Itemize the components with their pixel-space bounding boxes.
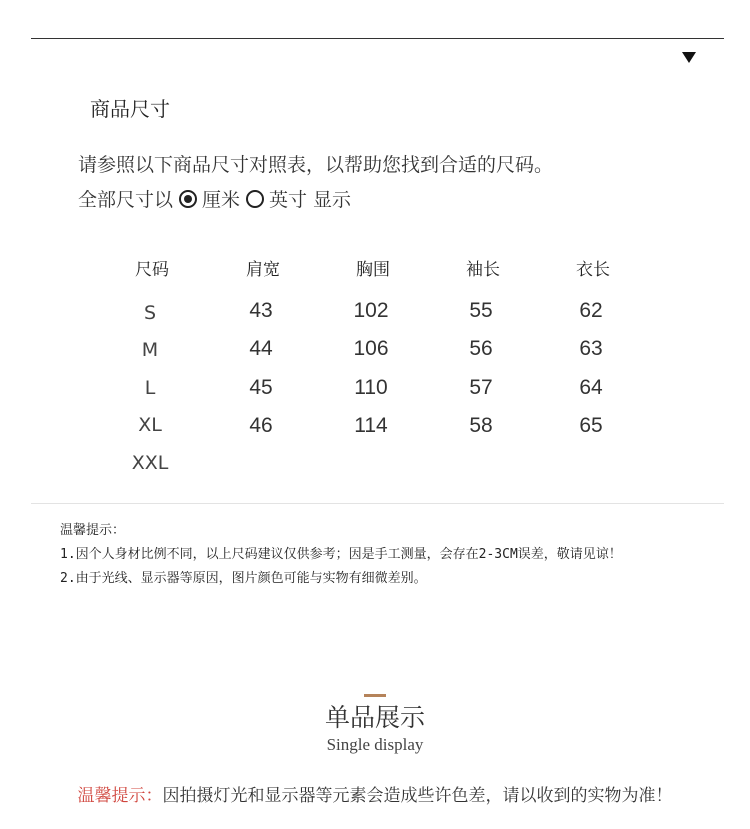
tips-line-2: 2.由于光线、显示器等原因，图片颜色可能与实物有细微差别。 [60,571,427,586]
table-cell: 56 [469,337,493,360]
table-header-shoulder: 肩宽 [246,260,280,280]
unit-selector [78,185,351,212]
table-cell: 43 [249,299,273,322]
unit-prefix: 全部尺寸以 [78,189,174,211]
bottom-note [0,781,750,806]
table-header-chest: 胸围 [356,260,390,280]
table-header-size: 尺码 [135,260,169,280]
bottom-note-label: 温馨提示： [77,786,163,806]
table-row-size: L [144,377,156,399]
table-row-size: M [141,339,159,361]
table-cell: 102 [353,299,389,322]
table-cell: 62 [579,299,603,322]
tips-title: 温馨提示： [60,523,126,538]
table-cell: 110 [354,376,388,399]
table-header-sleeve: 袖长 [466,260,500,280]
table-row-size: XXL [131,452,169,474]
section-title: 商品尺寸 [90,97,170,121]
table-cell: 44 [249,337,273,360]
table-cell: 64 [579,376,603,399]
tips-line-1: 1.因个人身材比例不同，以上尺码建议仅供参考；因是手工测量，会存在2-3CM误差，敬请见谅！ [60,547,622,562]
radio-inch-label[interactable]: 英寸 [269,189,308,211]
table-cell: 45 [249,376,273,399]
top-divider [31,38,724,39]
size-chart-intro: 请参照以下商品尺寸对照表，以帮助您找到合适的尺码。 [78,154,554,176]
table-cell: 55 [469,299,493,322]
table-cell: 58 [469,414,493,437]
table-cell: 57 [469,376,493,399]
radio-cm[interactable] [179,190,197,208]
single-display-subtitle: Single display [326,735,424,754]
table-cell: 106 [353,337,389,360]
table-row-size: XL [138,414,162,436]
unit-suffix: 显示 [313,189,352,211]
accent-bar [364,694,386,697]
radio-cm-label[interactable]: 厘米 [202,189,241,211]
table-row-size: S [143,302,157,324]
single-display-title: 单品展示 [324,703,425,732]
table-cell: 65 [579,414,603,437]
table-divider [31,503,724,504]
table-header-length: 衣长 [576,260,610,280]
bottom-note-text: 因拍摄灯光和显示器等元素会造成些许色差，请以收到的实物为准！ [162,786,673,806]
table-cell: 46 [249,414,273,437]
dropdown-arrow-icon[interactable] [682,52,696,63]
table-cell: 63 [579,337,603,360]
radio-inch[interactable] [246,190,264,208]
table-cell: 114 [354,414,388,437]
